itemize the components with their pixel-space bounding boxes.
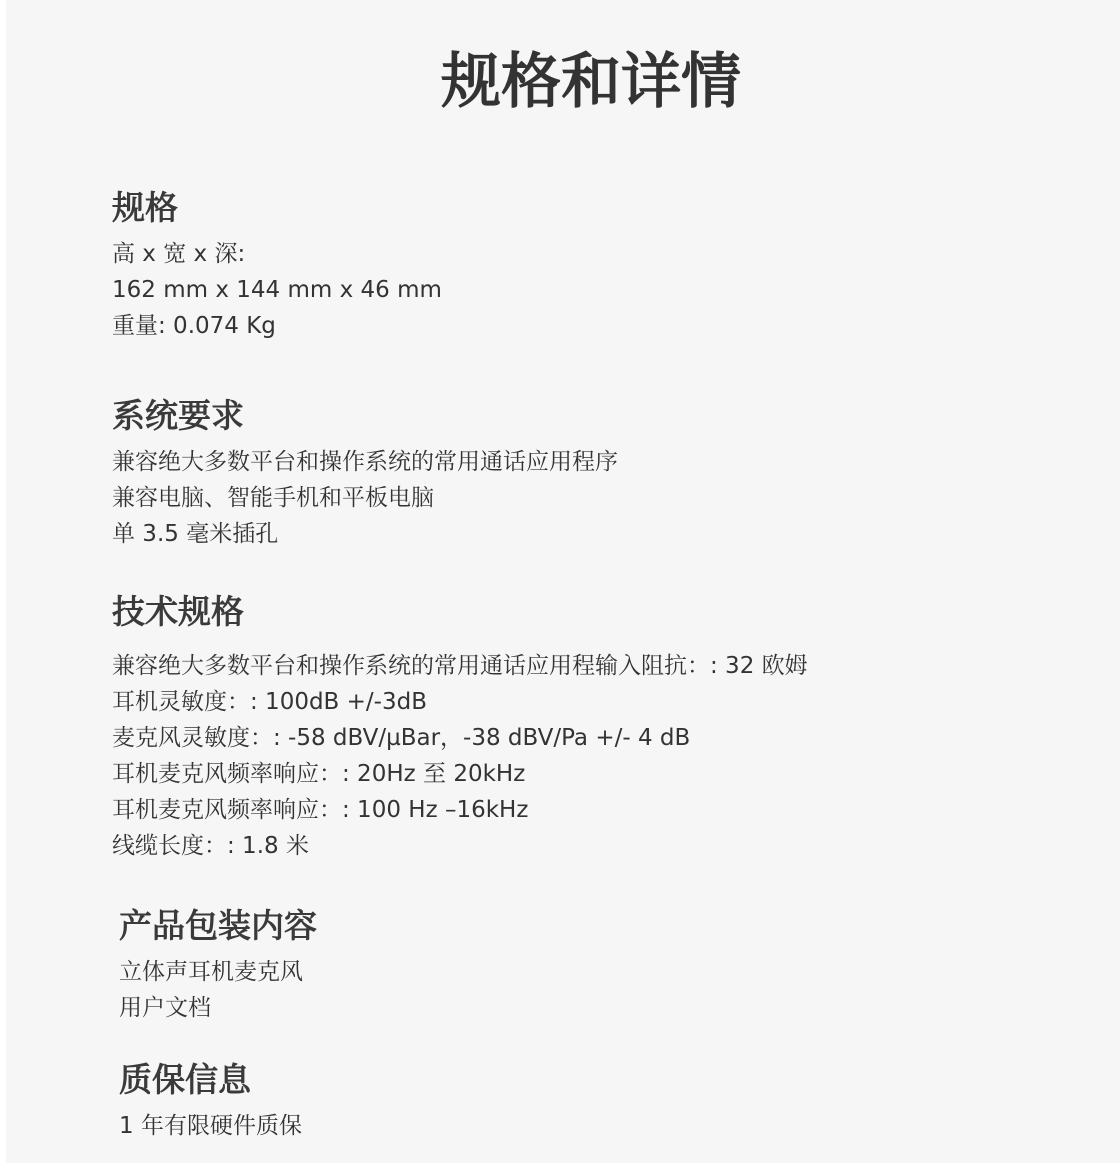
spec-line: 162 mm x 144 mm x 46 mm [112,277,442,303]
spec-line: 耳机麦克风频率响应：: 20Hz 至 20kHz [112,761,526,787]
spec-line: 兼容电脑、智能手机和平板电脑 [112,485,434,511]
page-title: 规格和详情 [441,47,741,117]
spec-line: 立体声耳机麦克风 [119,959,303,985]
technical-specs-section [112,590,808,864]
specs-section [112,186,442,344]
spec-line: 麦克风灵敏度：: -58 dBV/µBar，-38 dBV/Pa +/- 4 dB [112,725,691,751]
spec-line: 用户文档 [119,995,211,1021]
spec-line: 重量: 0.074 Kg [112,313,276,339]
spec-line: 1 年有限硬件质保 [119,1113,302,1139]
section-heading: 技术规格 [112,592,244,631]
section-heading: 规格 [112,188,178,227]
warranty-section [119,1058,302,1144]
spec-line: 高 x 宽 x 深: [112,241,246,267]
section-heading: 质保信息 [119,1060,251,1099]
spec-line: 单 3.5 毫米插孔 [112,521,279,547]
package-contents-section [119,904,317,1026]
spec-line: 兼容绝大多数平台和操作系统的常用通话应用程输入阻抗：: 32 欧姆 [112,653,808,679]
system-requirements-section [112,394,618,552]
spec-line: 线缆长度：: 1.8 米 [112,833,309,859]
section-heading: 产品包装内容 [119,906,317,945]
page [6,0,1120,1163]
spec-line: 耳机麦克风频率响应：: 100 Hz –16kHz [112,797,529,823]
section-heading: 系统要求 [112,396,244,435]
spec-line: 兼容绝大多数平台和操作系统的常用通话应用程序 [112,449,618,475]
spec-line: 耳机灵敏度：: 100dB +/-3dB [112,689,427,715]
